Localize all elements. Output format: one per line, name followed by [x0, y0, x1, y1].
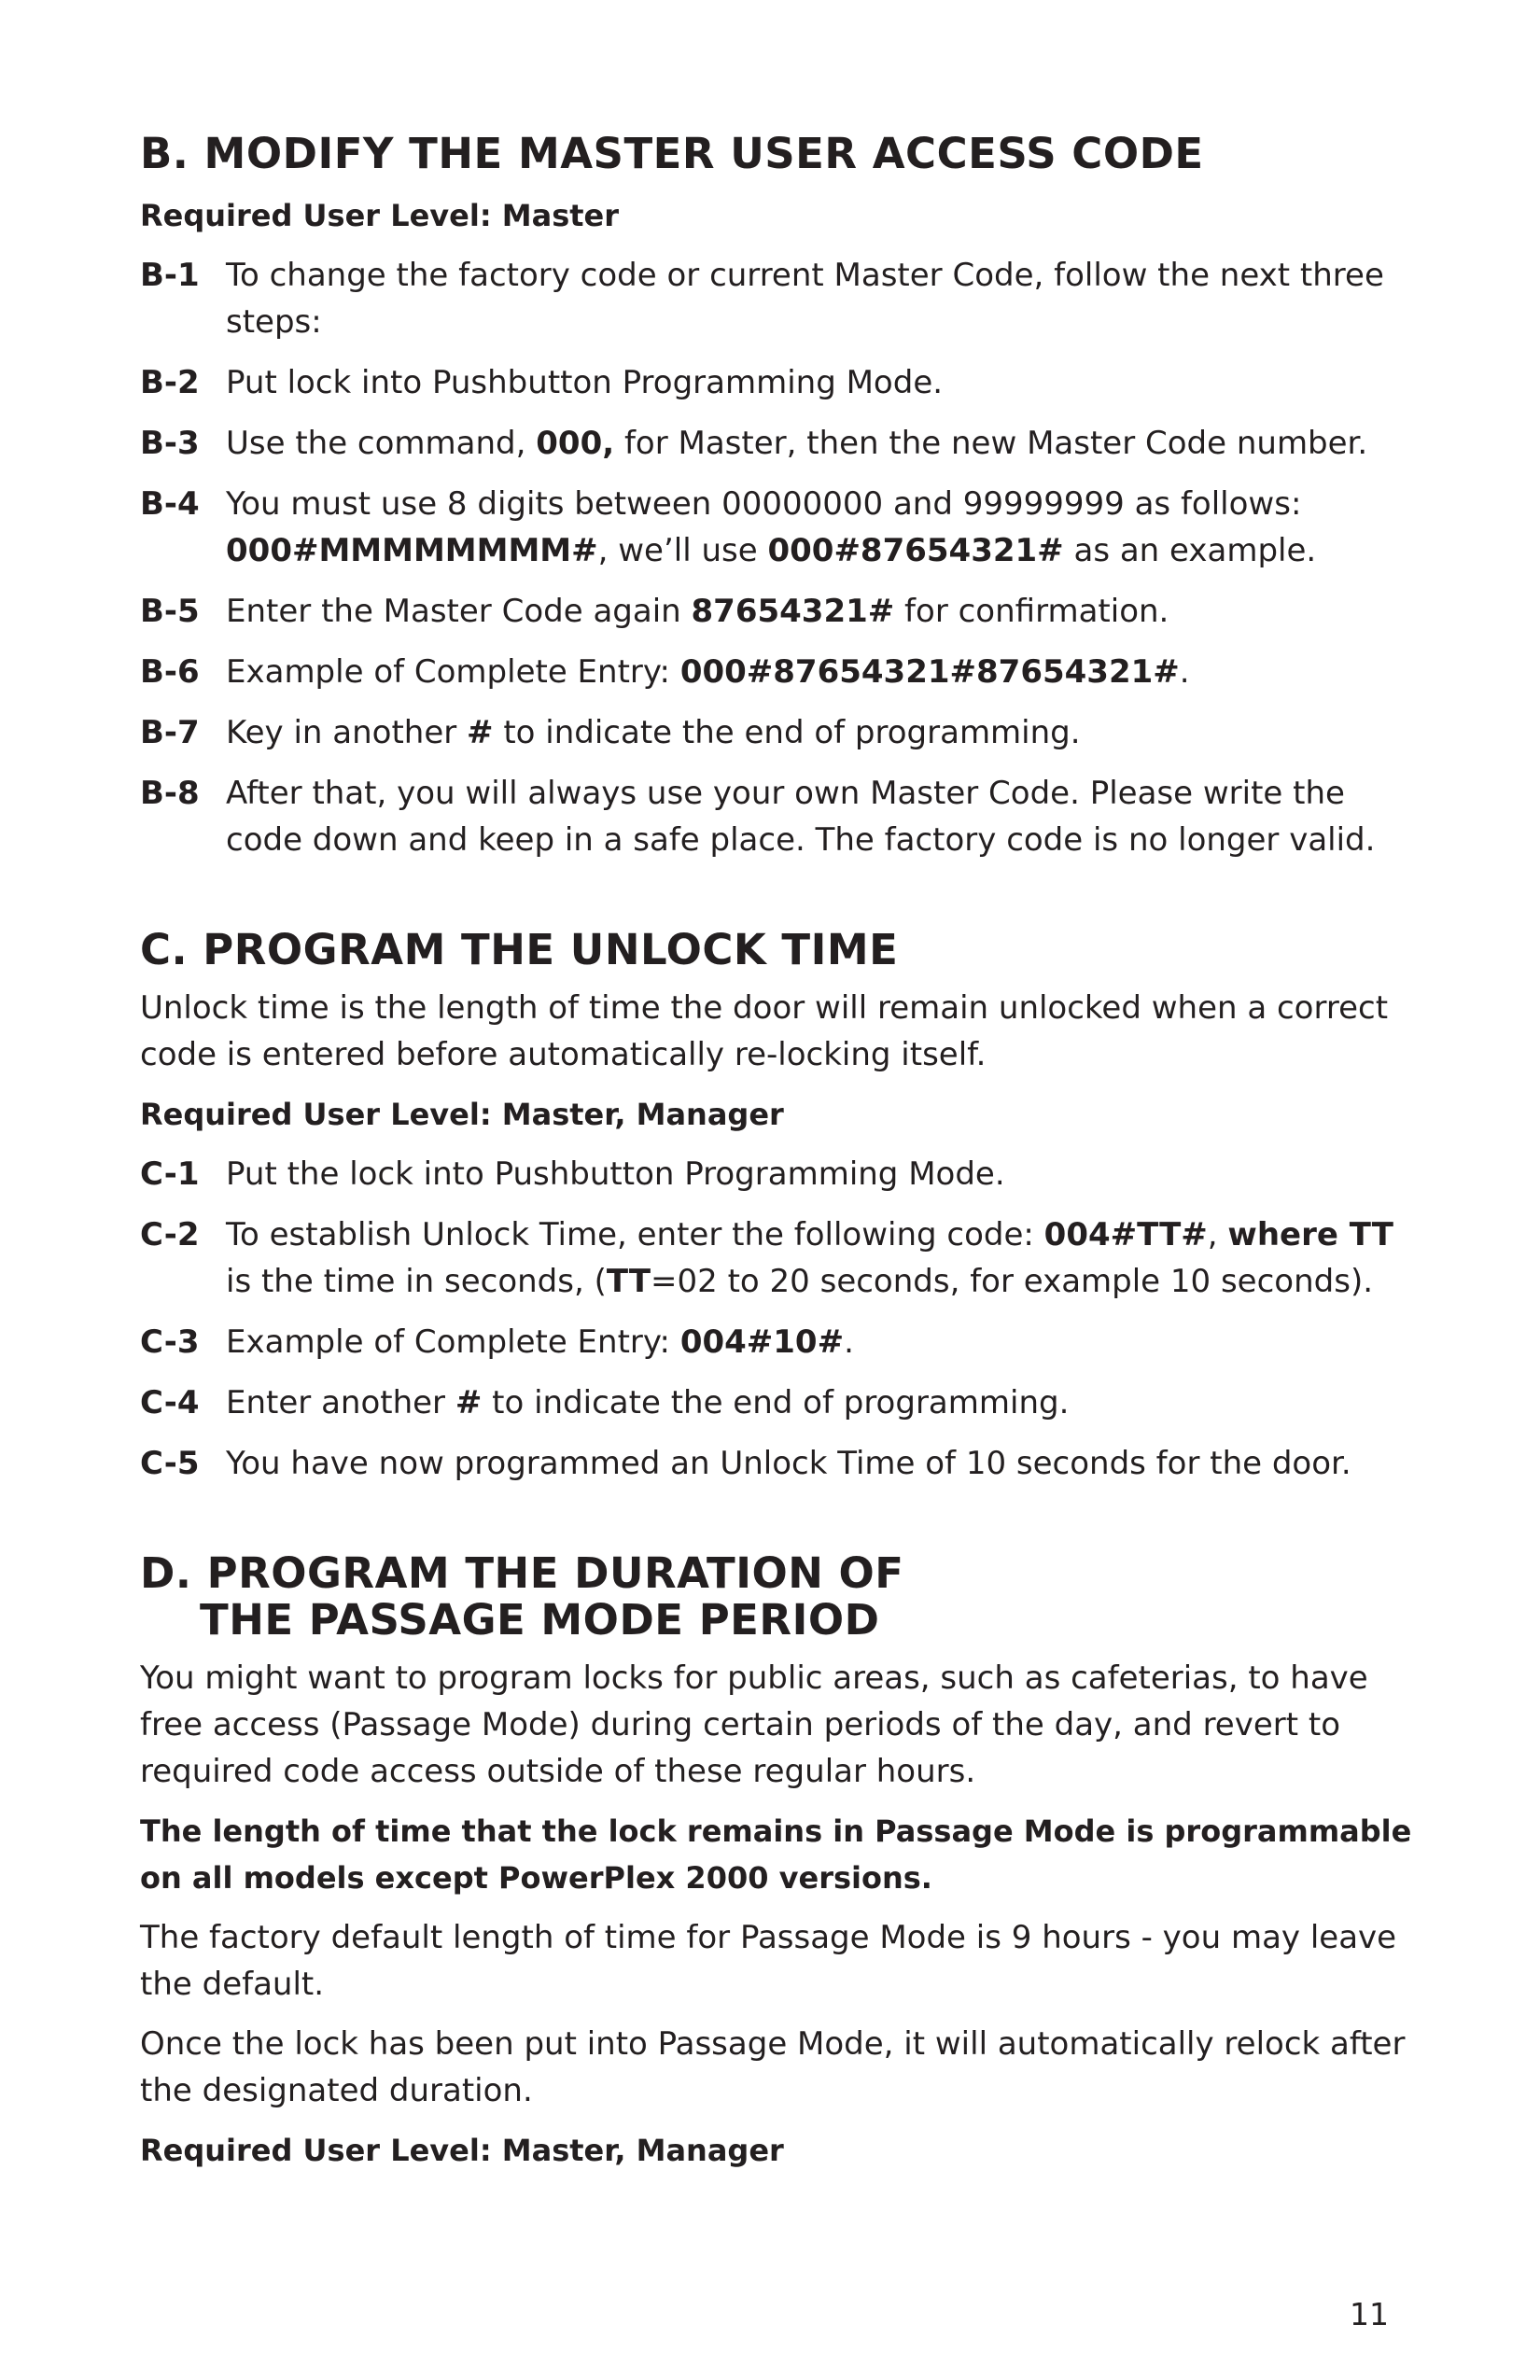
step-text-run: to indicate the end of programming.	[493, 714, 1081, 751]
step-text-run: To change the factory code or current Master Code, follow the next three steps:	[226, 257, 1384, 341]
step-text	[226, 1319, 1428, 1365]
step-text	[226, 481, 1428, 574]
step-text	[226, 770, 1428, 863]
section-d-title	[140, 1550, 1428, 1644]
step-c-5	[140, 1440, 1428, 1487]
step-code: 000,	[536, 425, 615, 462]
step-label: C-3	[140, 1323, 200, 1361]
step-text-run: Key in another	[226, 714, 468, 751]
step-text-run: , we’ll use	[597, 532, 768, 569]
section-d-title-line2: THE PASSAGE MODE PERIOD	[200, 1595, 880, 1645]
step-label: B-8	[140, 775, 200, 812]
step-text	[226, 1151, 1428, 1197]
step-code: #	[455, 1384, 483, 1421]
step-text-run: .	[1179, 653, 1190, 691]
step-text-run: Example of Complete Entry:	[226, 653, 680, 691]
section-c-intro: Unlock time is the length of time the door will remain unlocked when a correct code is entered before automatically re-locking itself.	[140, 989, 1389, 1073]
step-text	[226, 1379, 1428, 1426]
section-d-title-line1: D. PROGRAM THE DURATION OF	[140, 1548, 904, 1598]
step-code: TT	[606, 1263, 651, 1300]
step-text-run: .	[844, 1323, 854, 1361]
step-text-run: You must use 8 digits between 00000000 and 99999999 as follows:	[226, 485, 1302, 523]
step-text-run: for Master, then the new Master Code number.	[614, 425, 1368, 462]
section-d-para-1: You might want to program locks for public areas, such as cafeterias, to have free access (Passage Mode) during certain periods of the day, and revert to required code access outside of these regular hours.	[140, 1659, 1368, 1790]
step-b-3	[140, 420, 1428, 467]
section-b-steps	[140, 252, 1428, 863]
step-label: C-4	[140, 1384, 200, 1421]
step-text	[226, 649, 1428, 695]
step-b-1	[140, 252, 1428, 345]
section-d-para-2: The length of time that the lock remains in Passage Mode is programmable on all models except PowerPlex 2000 versions.	[140, 1813, 1412, 1896]
step-b-4	[140, 481, 1428, 574]
section-c-required-level: Required User Level: Master, Manager	[140, 1097, 784, 1132]
step-c-3	[140, 1319, 1428, 1365]
step-code: #	[467, 714, 494, 751]
step-c-1	[140, 1151, 1428, 1197]
step-text-run: ,	[1207, 1216, 1228, 1253]
step-label: B-2	[140, 364, 200, 401]
step-code: 87654321#	[691, 593, 895, 630]
step-text-run: Enter the Master Code again	[226, 593, 692, 630]
step-text-run: =02 to 20 seconds, for example 10 seconds).	[651, 1263, 1374, 1300]
step-text-run: Put lock into Pushbutton Programming Mode.	[226, 364, 944, 401]
section-b-required-level: Required User Level: Master	[140, 198, 620, 233]
section-d-required-level: Required User Level: Master, Manager	[140, 2133, 784, 2168]
step-label: B-6	[140, 653, 200, 691]
step-label: C-5	[140, 1445, 200, 1482]
step-text-run: Enter another	[226, 1384, 455, 1421]
step-text-run: for confirmation.	[894, 593, 1169, 630]
step-text	[226, 359, 1428, 406]
step-code: 000#87654321#	[767, 532, 1064, 569]
step-text	[226, 252, 1428, 345]
step-label: B-5	[140, 593, 200, 630]
step-b-7	[140, 709, 1428, 756]
section-d-para-3: The factory default length of time for Passage Mode is 9 hours - you may leave the default.	[140, 1919, 1397, 2003]
step-text-run: as an example.	[1063, 532, 1317, 569]
step-c-4	[140, 1379, 1428, 1426]
step-code: 004#10#	[679, 1323, 845, 1361]
step-text-run: is the time in seconds, (	[226, 1263, 607, 1300]
step-text	[226, 420, 1428, 467]
step-b-2	[140, 359, 1428, 406]
section-d	[140, 1550, 1428, 2174]
section-b-title: B. MODIFY THE MASTER USER ACCESS CODE	[140, 129, 1204, 178]
step-text-run: to indicate the end of programming.	[482, 1384, 1070, 1421]
step-text-run: Example of Complete Entry:	[226, 1323, 680, 1361]
page-number: 11	[1350, 2296, 1389, 2332]
section-b	[140, 131, 1428, 863]
step-code: 004#TT#	[1043, 1216, 1208, 1253]
step-c-2	[140, 1211, 1428, 1305]
step-label: C-1	[140, 1155, 200, 1193]
step-label: B-3	[140, 425, 200, 462]
step-label: C-2	[140, 1216, 200, 1253]
step-text	[226, 588, 1428, 635]
step-label: B-7	[140, 714, 200, 751]
manual-page	[140, 131, 1428, 2187]
step-text-run: Put the lock into Pushbutton Programming Mode.	[226, 1155, 1005, 1193]
step-label: B-1	[140, 257, 200, 294]
step-b-5	[140, 588, 1428, 635]
step-text-run: You have now programmed an Unlock Time of 10 seconds for the door.	[226, 1445, 1351, 1482]
step-code: 000#87654321#87654321#	[679, 653, 1180, 691]
step-code: 000#MMMMMMMM#	[226, 532, 598, 569]
section-c-title: C. PROGRAM THE UNLOCK TIME	[140, 925, 899, 974]
step-text-run: To establish Unlock Time, enter the following code:	[226, 1216, 1044, 1253]
step-text-run: Use the command,	[226, 425, 537, 462]
step-text	[226, 1211, 1428, 1305]
step-label: B-4	[140, 485, 200, 523]
section-c-steps	[140, 1151, 1428, 1487]
step-code: where TT	[1227, 1216, 1393, 1253]
step-text	[226, 709, 1428, 756]
section-d-para-4: Once the lock has been put into Passage Mode, it will automatically relock after the designated duration.	[140, 2025, 1406, 2109]
step-b-6	[140, 649, 1428, 695]
step-text	[226, 1440, 1428, 1487]
step-b-8	[140, 770, 1428, 863]
step-text-run: After that, you will always use your own Master Code. Please write the code down and keep in a safe place. The factory code is no longer valid.	[226, 775, 1376, 859]
section-c	[140, 927, 1428, 1487]
